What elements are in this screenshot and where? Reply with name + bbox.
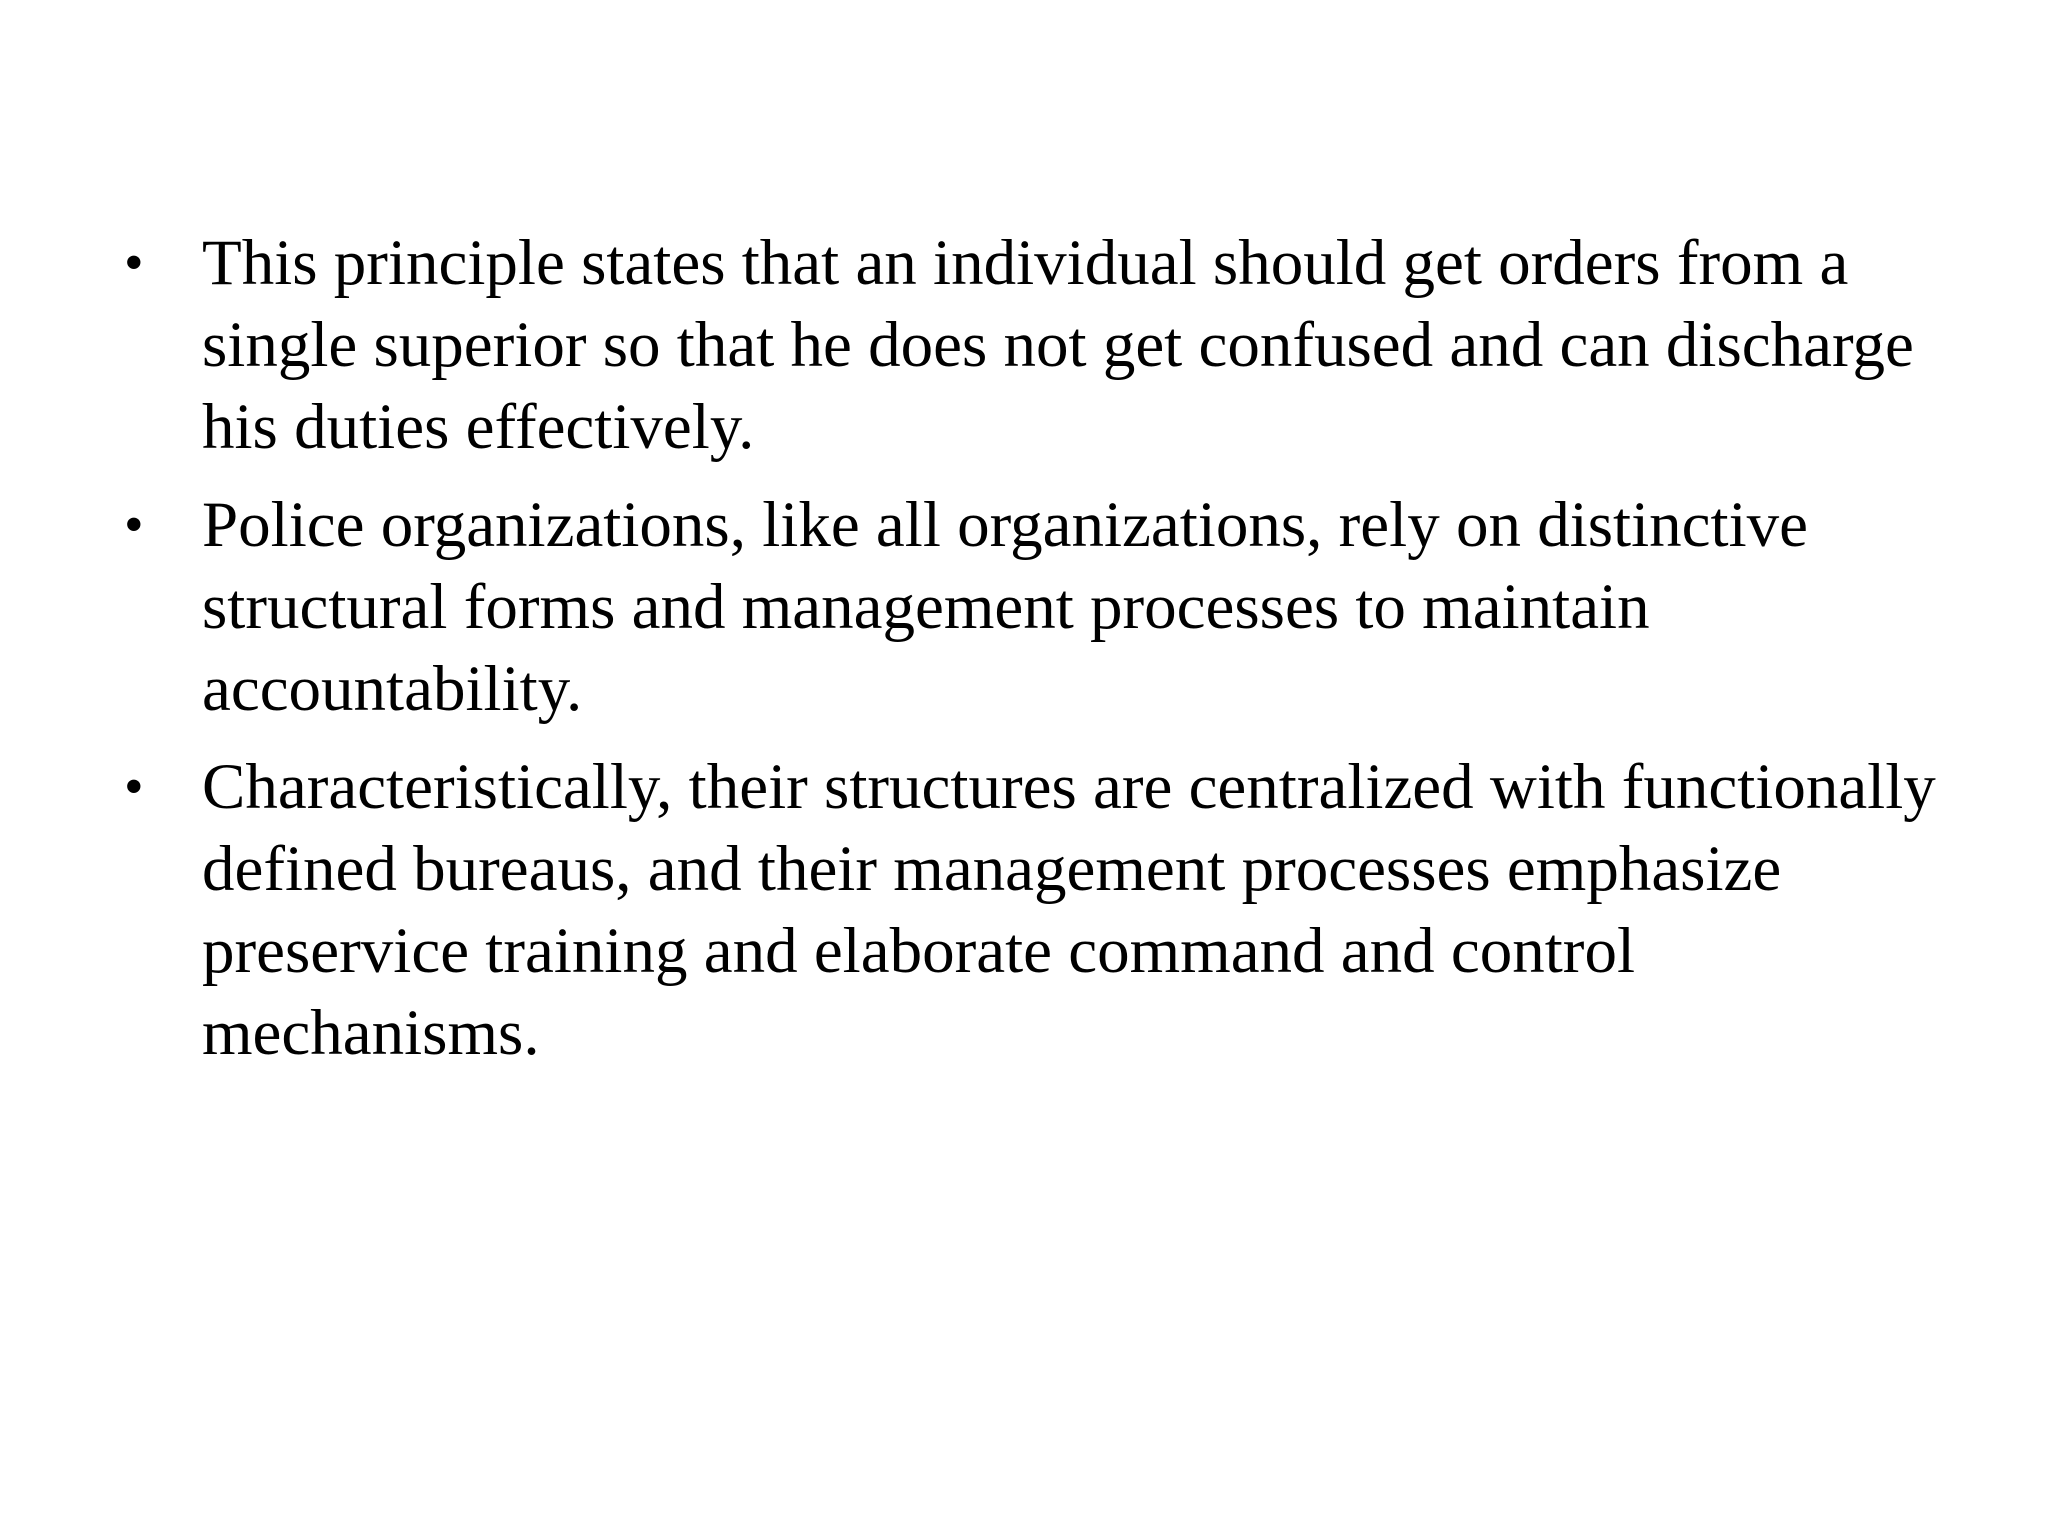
bullet-item-2 — [120, 484, 1940, 730]
bullet-text-2: Police organizations, like all organizations, rely on distinctive structural forms and management processes to maintain accountability. — [202, 489, 1808, 725]
bullet-item-3 — [120, 746, 1940, 1074]
bullet-icon: • — [124, 232, 144, 294]
bullet-icon: • — [124, 756, 144, 818]
bullet-item-1 — [120, 222, 1940, 468]
bullet-text-3: Characteristically, their structures are centralized with functionally defined bureaus, and their management processes emphasize preservice training and elaborate command and control mechanisms. — [202, 751, 1936, 1069]
bullet-list — [120, 222, 1940, 1090]
bullet-icon: • — [124, 494, 144, 556]
bullet-text-1: This principle states that an individual should get orders from a single superior so that he does not get confused and can discharge his duties effectively. — [202, 227, 1914, 463]
